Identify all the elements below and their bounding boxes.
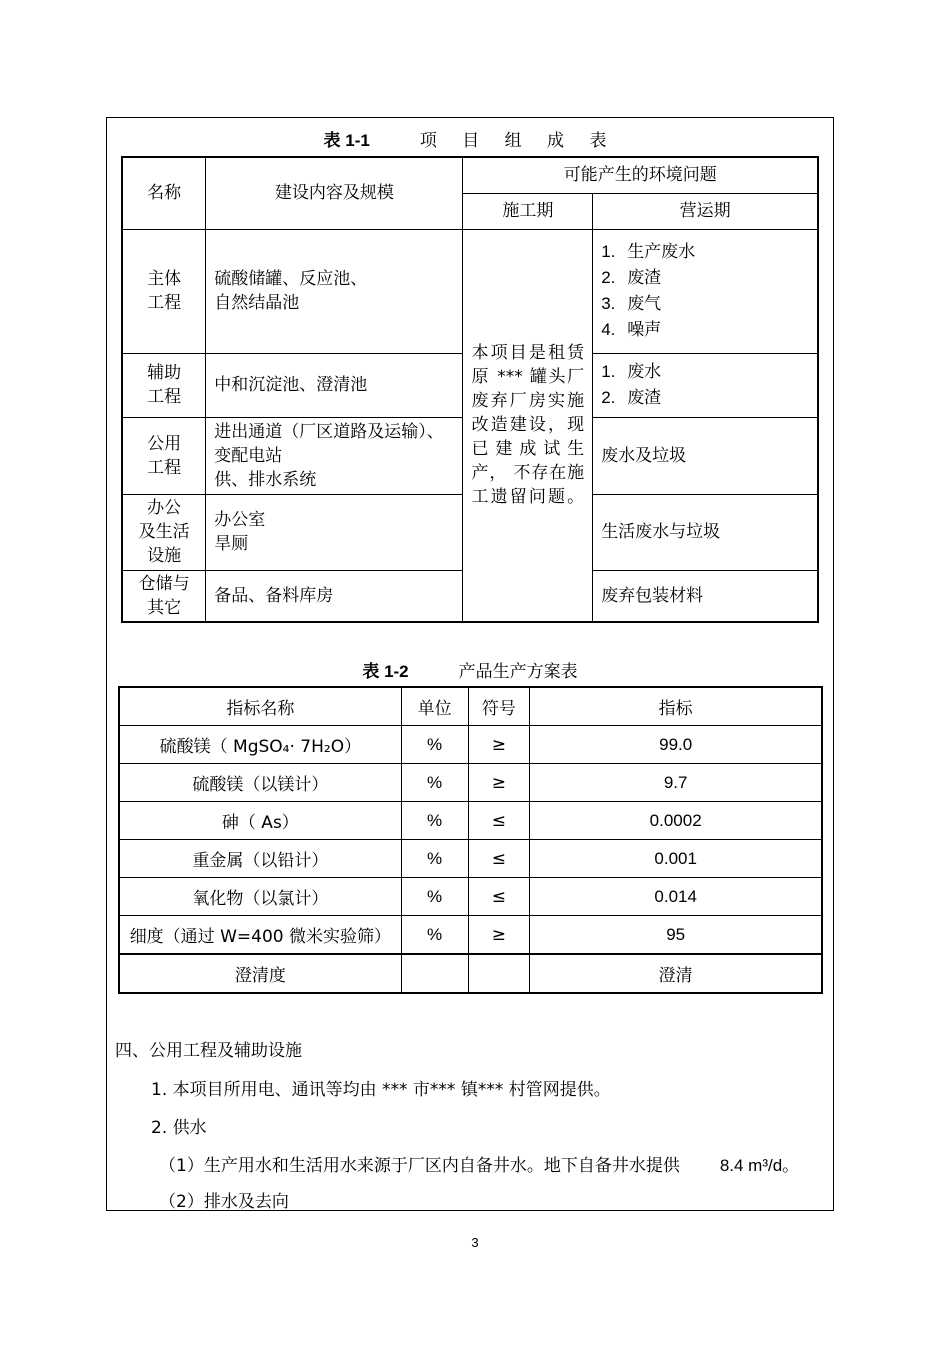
row-operation: 1. 废水 2. 废渣 [593,353,818,417]
unit: % [401,840,468,878]
value: 95 [530,916,822,955]
unit: % [401,878,468,916]
table2-header-row [119,687,822,726]
indicator-name: 重金属（以铅计） [119,840,401,878]
table1-title: 项 目 组 成 表 [419,131,617,151]
value: 9.7 [530,764,822,802]
indicator-name: 硫酸镁（ MgSO₄· 7H₂O） [119,726,401,764]
value: 0.0002 [530,802,822,840]
indicator-name: 硫酸镁（以镁计） [119,764,401,802]
symbol: ≥ [468,764,530,802]
product-spec-table [118,686,823,994]
header-cell: 指标 [530,687,822,726]
row-content: 办公室 旱厕 [206,494,463,570]
section-heading: 四、公用工程及辅助设施 [115,1041,302,1061]
row-content: 进出通道（厂区道路及运输）、 变配电站 供、排水系统 [206,417,463,494]
row-name: 公用 工程 [122,417,206,494]
value: 0.014 [530,878,822,916]
header-env: 可能产生的环境问题 [463,157,818,193]
symbol: ≤ [468,840,530,878]
header-construction: 施工期 [463,193,593,229]
table-row [119,726,822,764]
table2-title: 产品生产方案表 [458,662,578,682]
paragraph-drainage: （2）排水及去向 [159,1192,289,1212]
table2-caption [107,657,833,682]
table-row [119,840,822,878]
row-name: 辅助 工程 [122,353,206,417]
indicator-name: 细度（通过 W=400 微米实验筛） [119,916,401,955]
header-content: 建设内容及规模 [206,157,463,229]
symbol: ≥ [468,916,530,955]
indicator-name: 氧化物（以氯计） [119,878,401,916]
symbol: ≤ [468,878,530,916]
row-operation: 废水及垃圾 [593,417,818,494]
unit [401,954,468,993]
page-frame [106,117,834,1211]
table-row [119,802,822,840]
row-content: 备品、备料库房 [206,570,463,622]
row-name: 仓储与 其它 [122,570,206,622]
indicator-name: 砷（ As） [119,802,401,840]
symbol: ≤ [468,802,530,840]
indicator-name: 澄清度 [119,954,401,993]
header-name: 名称 [122,157,206,229]
header-cell: 指标名称 [119,687,401,726]
row-operation: 废弃包装材料 [593,570,818,622]
paragraph-water-source: （1）生产用水和生活用水来源于厂区内自备井水。地下自备井水提供 8.4 m³/d。 [159,1156,800,1176]
table-row [119,916,822,955]
row-operation: 生活废水与垃圾 [593,494,818,570]
unit: % [401,916,468,955]
row-content: 硫酸储罐、反应池、 自然结晶池 [206,229,463,353]
page-number: 3 [471,1235,479,1250]
water-volume: 8.4 m³/d。 [719,1156,800,1175]
project-composition-table [121,156,819,623]
unit: % [401,764,468,802]
table2-number: 表 1-2 [362,662,409,681]
row-content: 中和沉淀池、澄清池 [206,353,463,417]
header-cell: 符号 [468,687,530,726]
table1-caption [107,126,833,151]
header-cell: 单位 [401,687,468,726]
unit: % [401,726,468,764]
value: 0.001 [530,840,822,878]
symbol: ≥ [468,726,530,764]
symbol [468,954,530,993]
header-operation: 营运期 [593,193,818,229]
row-name: 主体 工程 [122,229,206,353]
table1-number: 表 1-1 [323,131,370,150]
row-name: 办公 及生活 设施 [122,494,206,570]
paragraph-power: 1. 本项目所用电、通讯等均由 *** 市*** 镇*** 村管网提供。 [151,1080,611,1100]
paragraph-water-supply: 2. 供水 [151,1118,207,1138]
value: 99.0 [530,726,822,764]
construction-note: 本项目是租赁原 *** 罐头厂废弃厂房实施改造建设，现已建成试生产， 不存在施工遗留问题。 [463,229,593,622]
unit: % [401,802,468,840]
table-row [119,878,822,916]
value: 澄清 [530,954,822,993]
table-row [119,764,822,802]
table-row [119,954,822,993]
row-operation: 1. 生产废水 2. 废渣 3. 废气 4. 噪声 [593,229,818,353]
